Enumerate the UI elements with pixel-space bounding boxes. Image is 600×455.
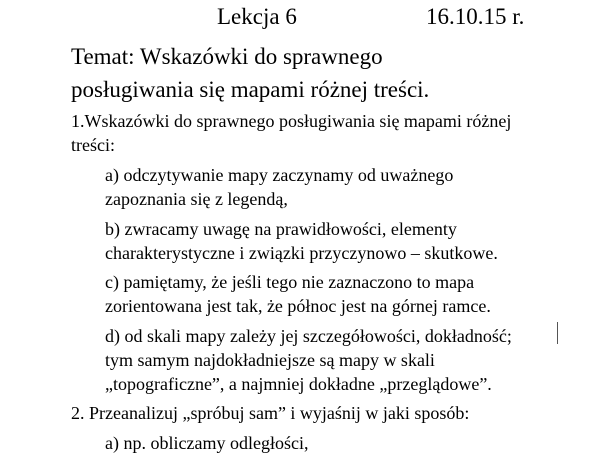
section-1-heading-line-2: treści: — [71, 135, 115, 155]
topic-line-2: posługiwania się mapami różnej treści. — [71, 77, 430, 102]
list-item-b-line-2: charakterystyczne i związki przyczynowo – skutkowe. — [105, 243, 498, 263]
lesson-date: 16.10.15 r. — [426, 4, 525, 29]
topic-heading — [71, 40, 591, 106]
list-item-d-line-3: „topograficzne”, a najmniej dokładne „przeglądowe”. — [105, 374, 492, 394]
section-2-heading: 2. Przeanalizuj „spróbuj sam” i wyjaśnij w jaki sposób: — [71, 403, 470, 423]
list-item-b-line-1: b) zwracamy uwagę na prawidłowości, elementy — [105, 219, 457, 239]
list-item-a-line-1: a) odczytywanie mapy zaczynamy od uważnego — [105, 165, 454, 185]
list-item-d-line-1: d) od skali mapy zależy jej szczegółowości, dokładność; — [105, 326, 512, 346]
list-item-a-line-2: zapoznania się z legendą, — [105, 189, 288, 209]
list-item-c-line-2: zorientowana jest tak, że północ jest na górnej ramce. — [105, 296, 491, 316]
section-2-item-a: a) np. obliczamy odległości, — [105, 433, 309, 453]
lesson-number: Lekcja 6 — [217, 4, 297, 29]
topic-line-1: Temat: Wskazówki do sprawnego — [71, 44, 383, 69]
list-item-d-line-2: tym samym najdokładniejsze są mapy w skali — [105, 350, 435, 370]
text-cursor — [557, 322, 558, 344]
list-item-c-line-1: c) pamiętamy, że jeśli tego nie zaznaczono to mapa — [105, 272, 475, 292]
section-1-heading-line-1: 1.Wskazówki do sprawnego posługiwania się mapami różnej — [71, 111, 512, 131]
